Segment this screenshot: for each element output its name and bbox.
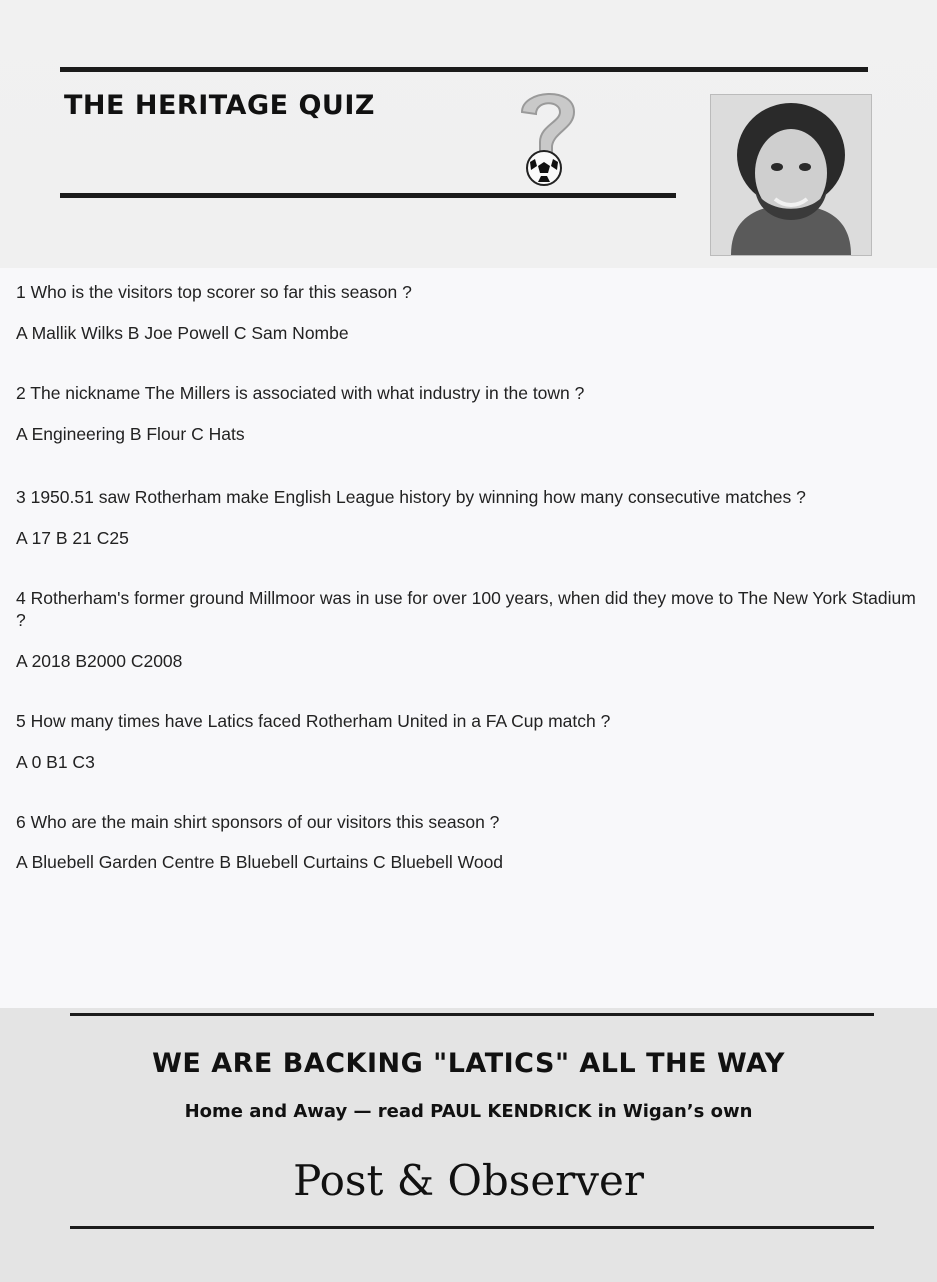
portrait-icon xyxy=(711,95,871,255)
portrait-photo xyxy=(710,94,872,256)
quiz-title: THE HERITAGE QUIZ xyxy=(64,90,375,121)
advert-slogan: WE ARE BACKING "LATICS" ALL THE WAY xyxy=(152,1048,785,1079)
question-text: 3 1950.51 saw Rotherham make English League history by winning how many consecutive matches ? xyxy=(16,487,806,507)
question-text: 1 Who is the visitors top scorer so far this season ? xyxy=(16,282,412,302)
question-text: 4 Rotherham's former ground Millmoor was in use for over 100 years, when did they move to The New York Stadium ? xyxy=(16,588,916,630)
answer-options: A 0 B1 C3 xyxy=(16,752,95,772)
answer-options: A Engineering B Flour C Hats xyxy=(16,424,245,444)
advert-top-rule xyxy=(70,1013,874,1016)
answer-options: A Mallik Wilks B Joe Powell C Sam Nombe xyxy=(16,323,349,343)
question-text: 5 How many times have Latics faced Rotherham United in a FA Cup match ? xyxy=(16,711,611,731)
answer-options: A 17 B 21 C25 xyxy=(16,528,129,548)
advert-panel xyxy=(0,1008,937,1282)
advert-tagline: Home and Away — read PAUL KENDRICK in Wigan’s own xyxy=(184,1101,753,1122)
advert-bottom-rule xyxy=(70,1226,874,1229)
title-underline xyxy=(60,193,676,198)
question-text: 6 Who are the main shirt sponsors of our visitors this season ? xyxy=(16,812,500,832)
football-icon xyxy=(527,151,561,185)
answer-options: A 2018 B2000 C2008 xyxy=(16,651,183,671)
question-text: 2 The nickname The Millers is associated with what industry in the town ? xyxy=(16,383,585,403)
newspaper-name: Post & Observer xyxy=(293,1156,644,1205)
answer-options: A Bluebell Garden Centre B Bluebell Curtains C Bluebell Wood xyxy=(16,852,504,872)
question-mark-icon xyxy=(508,80,588,190)
quiz-panel xyxy=(0,268,937,1008)
top-rule xyxy=(60,67,868,72)
